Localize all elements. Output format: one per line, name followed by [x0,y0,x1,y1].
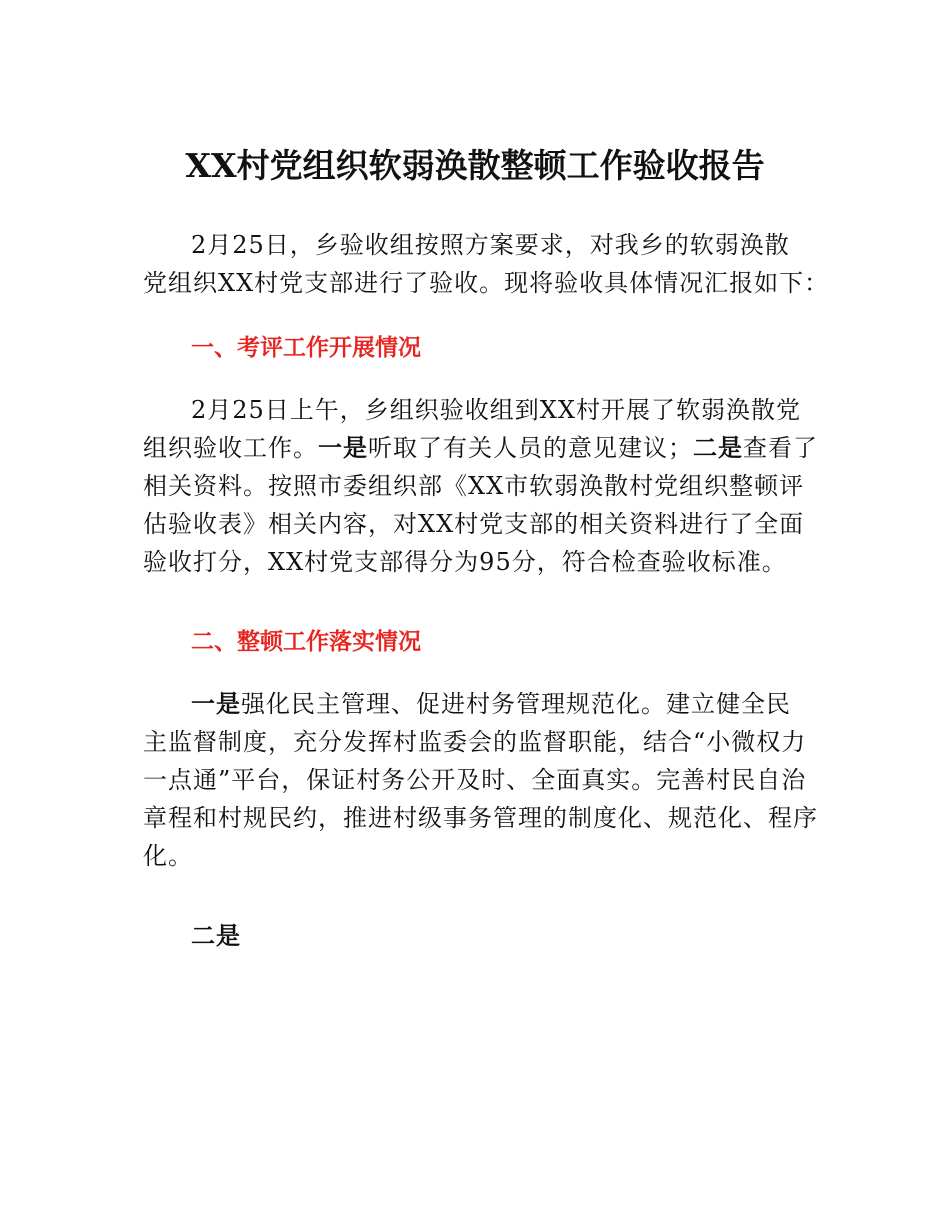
section-2-paragraph-2 [143,917,811,955]
section-1-line-2-text-e: 查看了 [743,434,818,462]
section-2-paragraph-1 [143,685,818,875]
section-2-heading: 二、整顿工作落实情况 [191,629,421,655]
intro-line-2: 党组织XX村党支部进行了验收。现将验收具体情况汇报如下： [143,269,830,297]
section-2-p1-line-4: 章程和村规民约，推进村级事务管理的制度化、规范化、程序 [143,804,818,832]
section-2-p1-line-3: 一点通”平台，保证村务公开及时、全面真实。完善村民自治 [143,766,807,794]
intro-paragraph [143,226,830,302]
section-1-line-2-text-c: 听取了有关人员的意见建议； [368,434,693,462]
section-2-p1-line-1-text: 强化民主管理、促进村务管理规范化。建立健全民 [241,690,791,718]
section-2-p1-line-5: 化。 [143,842,193,870]
section-2-p1-line-2: 主监督制度，充分发挥村监委会的监督职能，结合“小微权力 [143,728,807,756]
intro-line-1: 2月25日，乡验收组按照方案要求，对我乡的软弱涣散 [191,231,790,259]
section-1-line-5: 验收打分，XX村党支部得分为95分，符合检查验收标准。 [143,548,787,576]
second-point-marker: 二是 [693,434,743,462]
section-1-heading: 一、考评工作开展情况 [191,335,421,361]
section-1-line-3: 相关资料。按照市委组织部《XX市软弱涣散村党组织整顿评 [143,472,805,500]
section-1-line-4: 估验收表》相关内容，对XX村党支部的相关资料进行了全面 [143,510,805,538]
section-2-p1-line-1 [143,685,811,723]
section-1-line-1: 2月25日上午，乡组织验收组到XX村开展了软弱涣散党 [191,396,801,424]
section-2-second-point-marker: 二是 [191,922,241,950]
section-2-first-point-marker: 一是 [191,690,241,718]
section-1-line-2 [143,429,818,467]
section-1-line-2-text-a: 组织验收工作。 [143,434,318,462]
section-1-paragraph [143,391,818,581]
document-title: XX村党组织软弱涣散整顿工作验收报告 [185,146,765,185]
first-point-marker: 一是 [318,434,368,462]
